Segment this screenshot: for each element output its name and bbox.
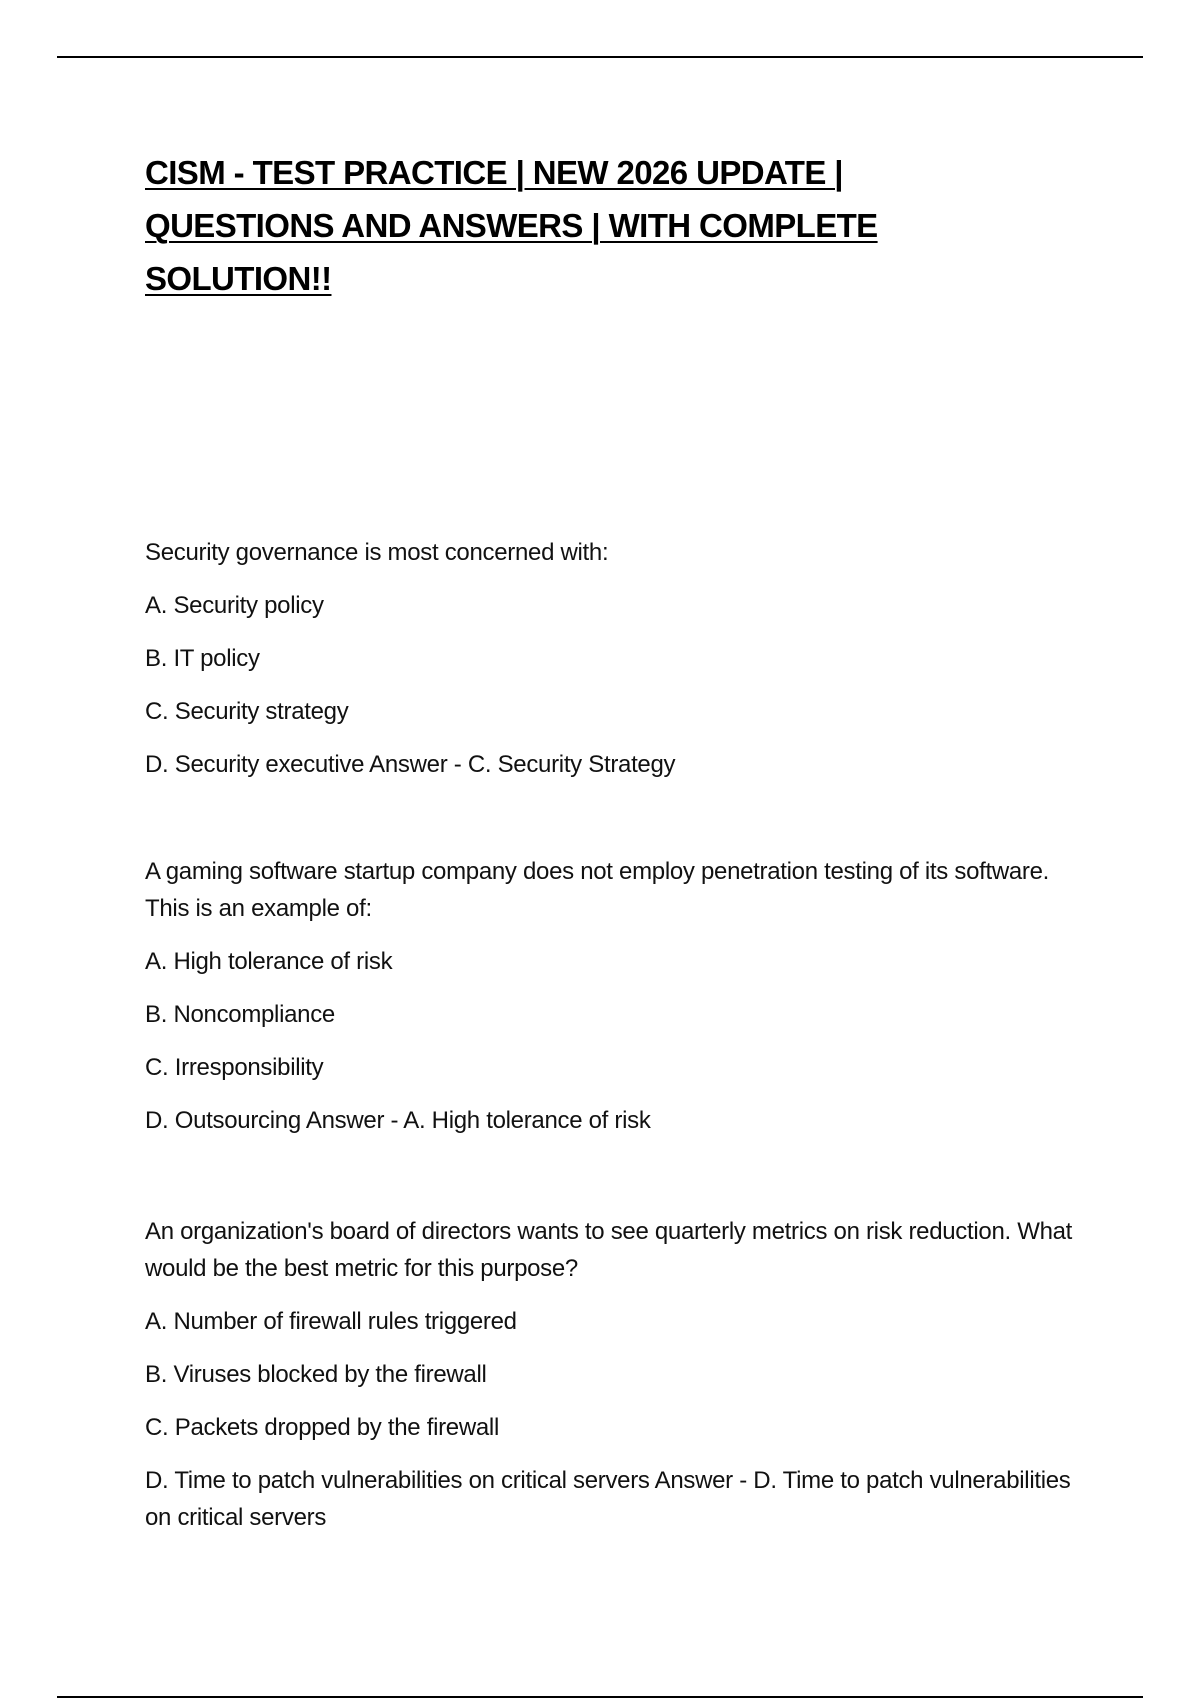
answer-option-d: D. Security executive Answer - C. Security Strategy bbox=[145, 751, 676, 778]
title-line: QUESTIONS AND ANSWERS | WITH COMPLETE bbox=[145, 207, 878, 244]
answer-option-d: D. Outsourcing Answer - A. High tolerance of risk bbox=[145, 1107, 651, 1134]
answer-option-a: A. Security policy bbox=[145, 592, 324, 619]
answer-option-a: A. High tolerance of risk bbox=[145, 948, 393, 975]
answer-option-a: A. Number of firewall rules triggered bbox=[145, 1308, 517, 1335]
question-block-2 bbox=[145, 853, 1095, 1139]
answer-option-b: B. Viruses blocked by the firewall bbox=[145, 1361, 487, 1388]
answer-option-b: B. Noncompliance bbox=[145, 1001, 335, 1028]
answer-option-d: D. Time to patch vulnerabilities on critical servers Answer - D. Time to patch vulnerabilities on critical servers bbox=[145, 1467, 1071, 1531]
answer-option-c: C. Irresponsibility bbox=[145, 1054, 324, 1081]
question-block-1 bbox=[145, 534, 1095, 783]
answer-option-b: B. IT policy bbox=[145, 645, 260, 672]
title-line: CISM - TEST PRACTICE | NEW 2026 UPDATE | bbox=[145, 154, 843, 191]
question-block-3 bbox=[145, 1213, 1095, 1536]
answer-option-c: C. Security strategy bbox=[145, 698, 349, 725]
question-prompt: Security governance is most concerned with: bbox=[145, 539, 609, 566]
question-prompt: A gaming software startup company does not employ penetration testing of its software. This is an example of: bbox=[145, 858, 1050, 922]
top-divider bbox=[57, 56, 1143, 58]
question-prompt: An organization's board of directors wants to see quarterly metrics on risk reduction. What would be the best metric for this purpose? bbox=[145, 1218, 1073, 1282]
answer-option-c: C. Packets dropped by the firewall bbox=[145, 1414, 499, 1441]
bottom-divider bbox=[57, 1696, 1143, 1698]
document-title bbox=[145, 146, 1065, 305]
title-line: SOLUTION!! bbox=[145, 260, 332, 297]
